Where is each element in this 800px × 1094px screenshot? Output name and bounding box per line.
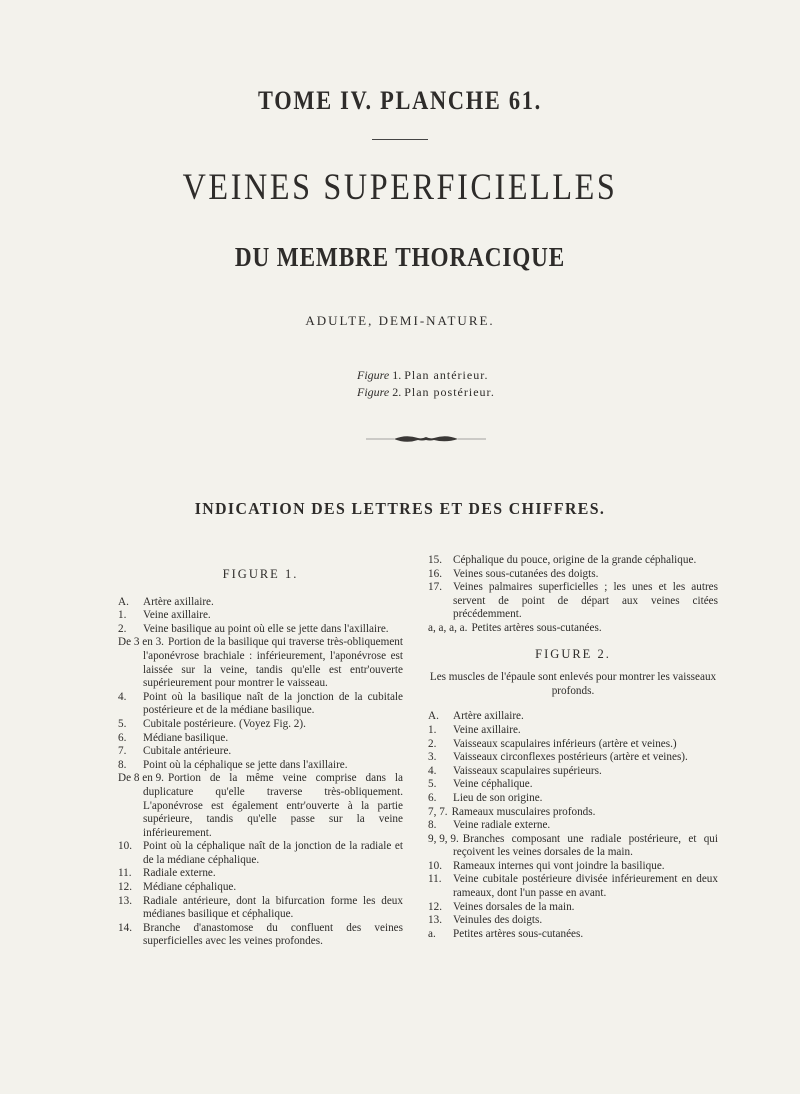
legend-key: 11. [428,873,442,886]
figure-number: 2. [392,385,402,399]
legend-key: 12. [428,900,442,913]
figure-2-intro: Les muscles de l'épaule sont enlevés pour montrer les vaisseaux profonds. [429,671,717,697]
legend-key: 8. [428,819,437,832]
legend-key: 2. [118,622,127,635]
legend-text: Lieu de son origine. [453,791,543,804]
legend-text: Branche d'anastomose du confluent des veines superficielles avec les veines profondes. [143,921,403,948]
legend-entry [118,636,403,690]
legend-text: Médiane basilique. [143,731,229,744]
legend-text: Artère axillaire. [453,710,524,723]
legend-key: 15. [428,554,442,566]
legend-entry [428,581,718,622]
legend-entry [118,840,403,867]
legend-entry [428,710,718,724]
legend-text: Veines sous-cutanées des doigts. [453,567,599,580]
legend-key: 6. [118,731,127,744]
legend-text: Veine cubitale postérieure divisée inférieurement en deux rameaux, dont l'un passe en avant. [453,873,718,900]
legend-key: 5. [118,717,127,730]
legend-key: 16. [428,567,442,580]
legend-entry [428,873,718,900]
legend-entry [118,718,403,732]
legend-text: Portion de la même veine comprise dans la duplicature qu'elle traverse très-obliquement. L'aponévrose est également entr'ouverte à la partie supérieure, tandis qu'elle passe sur la veine inférieurement. [143,772,403,839]
legend-text: Céphalique du pouce, origine de la grande céphalique. [453,554,697,566]
right-column [428,554,718,941]
legend-entry [118,772,403,840]
legend-text: Veines palmaires superficielles ; les unes et les autres servent de point de départ aux veines citées précédemment. [453,581,718,621]
legend-entry [118,759,403,773]
legend-key: A. [118,595,129,608]
legend-key: 5. [428,778,437,791]
figure-number: 1. [392,368,402,382]
legend-text: Rameaux musculaires profonds. [451,805,596,818]
left-column [118,567,403,949]
figure-line-1 [357,367,495,384]
legend-key: 9, 9, 9. [428,832,459,845]
legend-text: Portion de la basilique qui traverse très-obliquement l'aponévrose brachiale : inférieurement, l'aponévrose est laissée sur la veine, tandis qu'elle est entr'ouverte supérieurement pour montrer le vaisseau. [143,636,403,690]
legend-text: Rameaux internes qui vont joindre la basilique. [453,859,665,872]
legend-entry [428,819,718,833]
figure-2-legend [428,710,718,941]
legend-text: Artère axillaire. [143,595,214,608]
legend-text: Point où la basilique naît de la jonction de la cubitale postérieure et de la médiane basilique. [143,690,403,717]
legend-key: a, a, a, a. [428,621,468,634]
legend-text: Veine céphalique. [453,778,533,791]
figure-2-heading: FIGURE 2. [535,646,611,661]
tome-plate-heading: TOME IV. PLANCHE 61. [258,86,542,115]
legend-text: Branches composant une radiale postérieure, et qui reçoivent les veines dorsales de la main. [453,832,718,859]
legend-entry [118,867,403,881]
legend-text: Veine axillaire. [453,723,521,736]
figure-line-2 [357,384,495,401]
legend-entry [118,596,403,610]
legend-entry [118,623,403,637]
figure-list [357,367,495,401]
legend-text: Cubitale postérieure. (Voyez Fig. 2). [143,717,306,730]
legend-text: Veine radiale externe. [453,819,551,832]
legend-entry [118,609,403,623]
figure-plan: Plan antérieur. [404,368,489,382]
legend-key: A. [428,710,439,723]
legend-entry [428,833,718,860]
legend-text: Vaisseaux circonflexes postérieurs (artère et veines). [453,751,688,764]
legend-text: Veine basilique au point où elle se jette dans l'axillaire. [143,622,389,635]
legend-entry [428,792,718,806]
legend-key: 10. [428,859,442,872]
figure-label: Figure [357,368,390,382]
legend-key: 4. [428,764,437,777]
legend-entry [428,724,718,738]
legend-entry [428,806,718,820]
legend-text: Médiane céphalique. [143,881,237,894]
legend-key: 6. [428,791,437,804]
figure-plan: Plan postérieur. [404,385,495,399]
legend-key: De 3 en 3. [118,636,164,649]
indication-heading: INDICATION DES LETTRES ET DES CHIFFRES. [194,499,606,518]
legend-text: Petites artères sous-cutanées. [453,927,584,940]
legend-text: Petites artères sous-cutanées. [471,621,602,634]
legend-text: Veinules des doigts. [453,914,543,927]
legend-key: 13. [118,894,132,907]
legend-key: 10. [118,840,132,853]
figure-1-legend-continued [428,554,718,636]
sub-title: DU MEMBRE THORACIQUE [234,242,566,272]
short-rule [372,139,428,140]
legend-text: Cubitale antérieure. [143,745,232,758]
main-title: VEINES SUPERFICIELLES [182,167,618,208]
ornament-divider-icon [366,432,486,446]
scale-subtitle: ADULTE, DEMI-NATURE. [305,313,495,328]
legend-entry [428,554,718,568]
legend-key: 11. [118,867,132,880]
legend-key: 7. [118,745,127,758]
legend-key: 17. [428,581,442,594]
legend-entry [118,732,403,746]
legend-key: 4. [118,690,127,703]
legend-text: Veine axillaire. [143,609,211,622]
legend-entry [118,895,403,922]
legend-entry [428,778,718,792]
figure-1-heading: FIGURE 1. [222,567,299,581]
legend-key: 2. [428,737,437,750]
legend-entry [428,901,718,915]
legend-key: 1. [118,609,127,622]
legend-text: Vaisseaux scapulaires inférieurs (artère et veines.) [453,737,677,750]
legend-key: a. [428,927,436,940]
legend-entry [118,691,403,718]
legend-text: Radiale externe. [143,867,216,880]
legend-text: Veines dorsales de la main. [453,900,575,913]
legend-key: 8. [118,758,127,771]
legend-text: Point où la céphalique se jette dans l'axillaire. [143,758,348,771]
legend-entry [428,928,718,942]
legend-entry [118,745,403,759]
legend-entry [118,881,403,895]
legend-entry [428,751,718,765]
figure-1-legend [118,596,403,949]
legend-text: Vaisseaux scapulaires supérieurs. [453,764,602,777]
legend-entry [428,860,718,874]
figure-label: Figure [357,385,390,399]
legend-key: 14. [118,921,132,934]
legend-entry [428,622,718,636]
legend-key: 12. [118,881,132,894]
legend-key: De 8 en 9. [118,772,164,785]
legend-entry [428,914,718,928]
legend-text: Point où la céphalique naît de la jonction de la radiale et de la médiane céphalique. [143,840,403,866]
legend-key: 13. [428,914,442,927]
legend-entry [428,738,718,752]
legend-entry [428,568,718,582]
legend-entry [118,922,403,949]
legend-key: 3. [428,751,437,764]
legend-text: Radiale antérieure, dont la bifurcation forme les deux médianes basilique et céphalique. [143,894,403,921]
legend-key: 1. [428,723,437,736]
legend-entry [428,765,718,779]
legend-key: 7, 7. [428,805,448,818]
